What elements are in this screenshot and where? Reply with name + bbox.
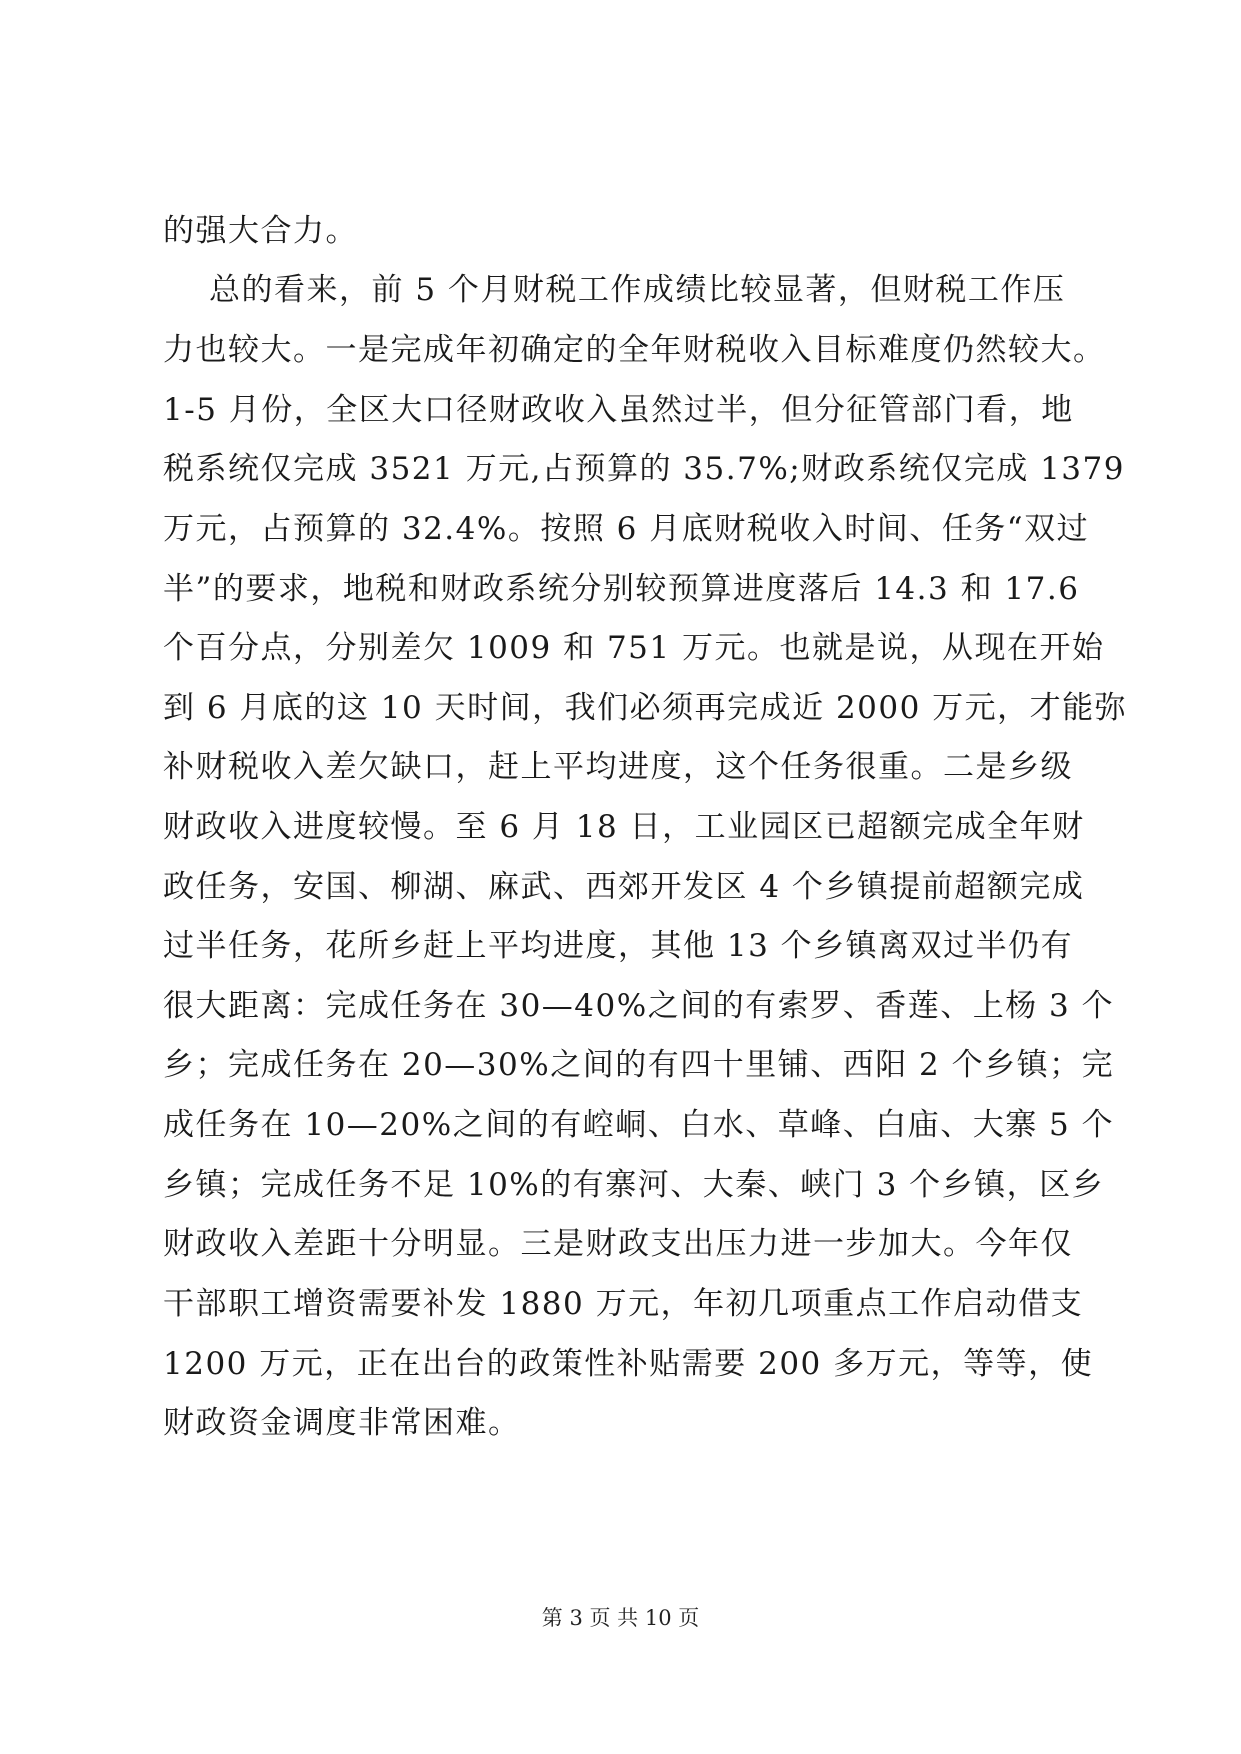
text-line: 1200 万元，正在出台的政策性补贴需要 200 多万元，等等，使 (163, 1346, 1094, 1382)
text-line: 万元，占预算的 32.4%。按照 6 月底财税收入时间、任务“双过 (163, 511, 1090, 547)
page-number-footer: 第 3 页 共 10 页 (541, 1606, 700, 1630)
text-line: 过半任务，花所乡赶上平均进度，其他 13 个乡镇离双过半仍有 (163, 928, 1074, 964)
text-line: 政任务，安国、柳湖、麻武、西郊开发区 4 个乡镇提前超额完成 (163, 869, 1085, 905)
text-line: 很大距离：完成任务在 30—40%之间的有索罗、香莲、上杨 3 个 (163, 988, 1115, 1024)
text-line: 力也较大。一是完成年初确定的全年财税收入目标难度仍然较大。 (163, 332, 1106, 368)
text-line: 的强大合力。 (163, 213, 358, 249)
text-line: 个百分点，分别差欠 1009 和 751 万元。也就是说，从现在开始 (163, 630, 1105, 666)
text-line: 财政收入差距十分明显。三是财政支出压力进一步加大。今年仅 (163, 1226, 1073, 1262)
text-line: 财政收入进度较慢。至 6 月 18 日，工业园区已超额完成全年财 (163, 809, 1085, 845)
text-line: 乡镇；完成任务不足 10%的有寨河、大秦、峡门 3 个乡镇，区乡 (163, 1167, 1105, 1203)
text-line: 税系统仅完成 3521 万元,占预算的 35.7%;财政系统仅完成 1379 (163, 451, 1125, 487)
text-line: 补财税收入差欠缺口，赶上平均进度，这个任务很重。二是乡级 (163, 749, 1073, 785)
text-line: 财政资金调度非常困难。 (163, 1405, 521, 1441)
text-line: 半”的要求，地税和财政系统分别较预算进度落后 14.3 和 17.6 (163, 571, 1080, 607)
text-line: 乡；完成任务在 20—30%之间的有四十里铺、西阳 2 个乡镇；完 (163, 1047, 1115, 1083)
paragraph-first-line: 总的看来，前 5 个月财税工作成绩比较显著，但财税工作压 (209, 272, 1066, 308)
text-line: 成任务在 10—20%之间的有崆峒、白水、草峰、白庙、大寨 5 个 (163, 1107, 1115, 1143)
text-line: 到 6 月底的这 10 天时间，我们必须再完成近 2000 万元，才能弥 (163, 690, 1128, 726)
text-line: 1-5 月份，全区大口径财政收入虽然过半，但分征管部门看，地 (163, 392, 1074, 428)
text-line: 干部职工增资需要补发 1880 万元，年初几项重点工作启动借支 (163, 1286, 1084, 1322)
